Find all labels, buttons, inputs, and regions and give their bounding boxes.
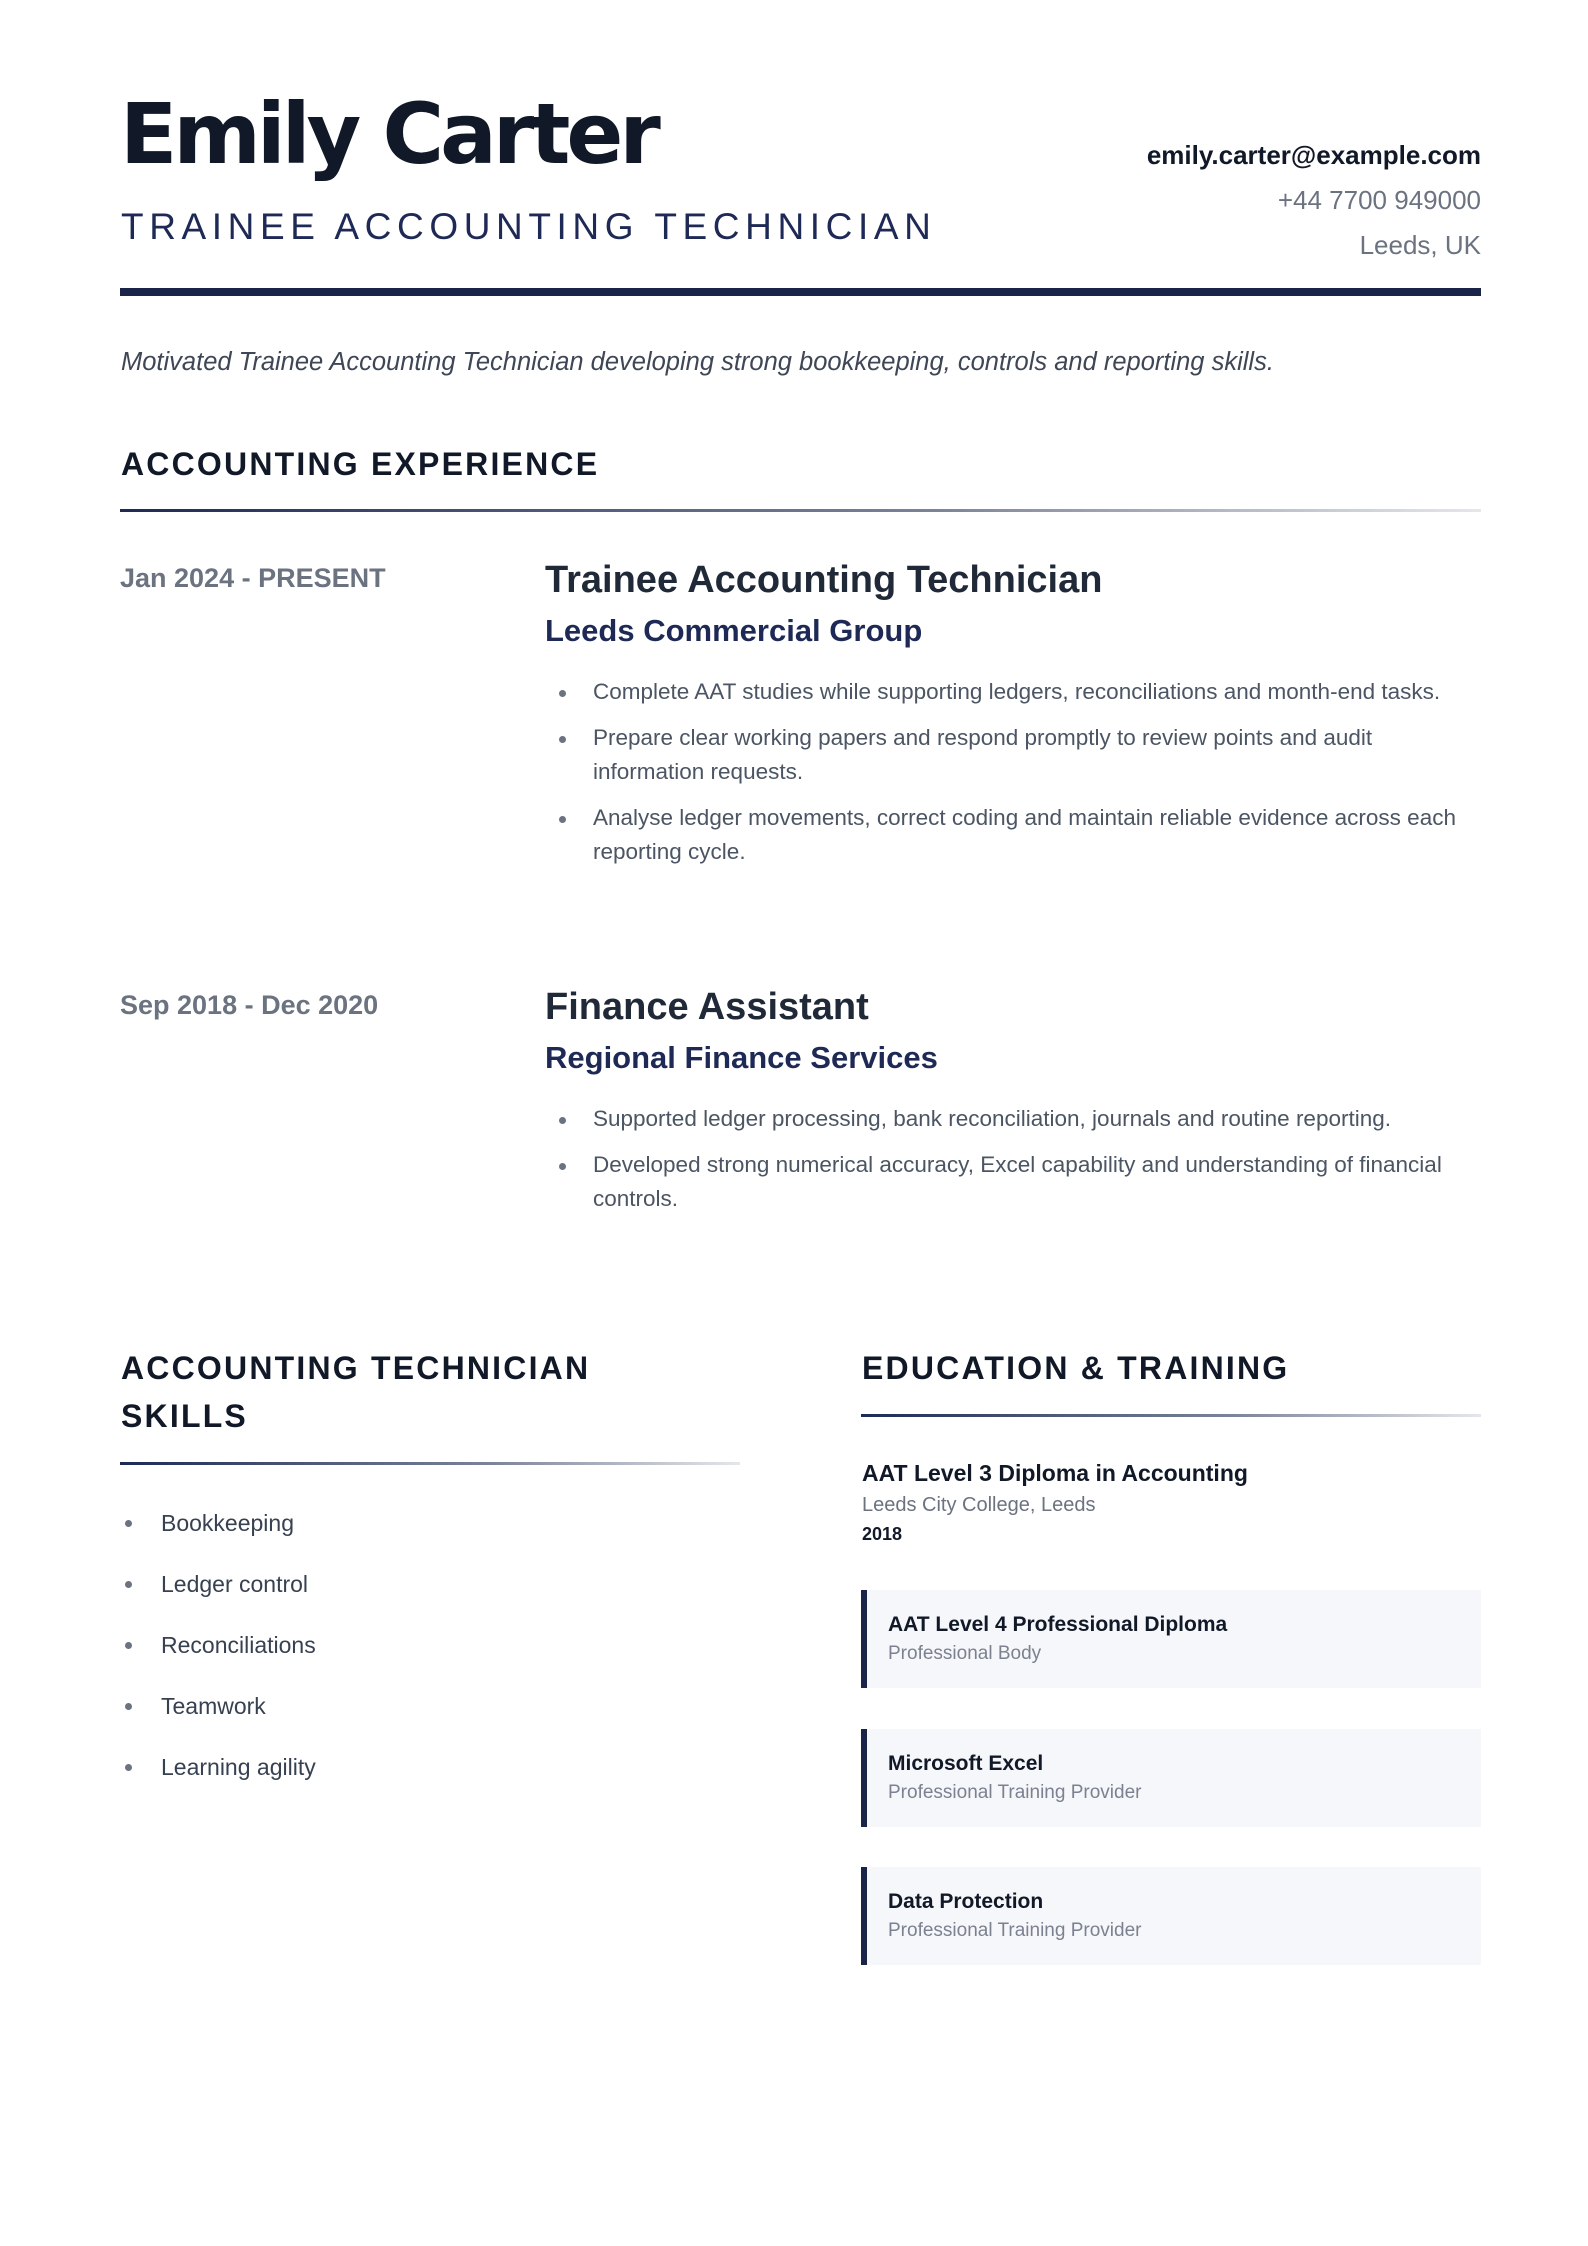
job-dates: Jan 2024 - PRESENT [120,563,386,593]
job-bullet: Supported ledger processing, bank reconciliation, journals and routine reporting. [545,1102,1481,1136]
education-title: AAT Level 3 Diploma in Accounting [862,1460,1248,1486]
skills-title-line: ACCOUNTING TECHNICIAN [121,1350,591,1386]
experience-section-rule [120,509,1481,512]
training-title: Data Protection [888,1890,1044,1913]
job-bullet: Prepare clear working papers and respond promptly to review points and audit information requests. [545,721,1481,789]
job-company: Regional Finance Services [545,1040,938,1075]
training-card [861,1867,1481,1965]
skill-item: Teamwork [120,1691,316,1752]
skill-item: Ledger control [120,1569,316,1630]
skills-list [120,1508,316,1813]
contact-block [1147,133,1481,268]
job-bullet: Complete AAT studies while supporting ledgers, reconciliations and month-end tasks. [545,675,1481,709]
job-company: Leeds Commercial Group [545,613,923,648]
job-bullet: Analyse ledger movements, correct coding and maintain reliable evidence across each reporting cycle. [545,801,1481,869]
training-provider: Professional Training Provider [888,1920,1142,1941]
job-title: Trainee Accounting Technician [545,559,1103,601]
education-year: 2018 [862,1524,903,1544]
training-title: Microsoft Excel [888,1752,1044,1775]
candidate-role: TRAINEE ACCOUNTING TECHNICIAN [121,206,937,247]
experience-section-title: ACCOUNTING EXPERIENCE [121,446,600,482]
education-entry [862,1458,1482,1546]
training-card [861,1729,1481,1827]
candidate-name: Emily Carter [120,85,657,183]
skill-item: Learning agility [120,1752,316,1813]
skill-item: Bookkeeping [120,1508,316,1569]
education-section-title: EDUCATION & TRAINING [862,1350,1290,1386]
profile-summary: Motivated Trainee Accounting Technician developing strong bookkeeping, controls and reporting skills. [121,348,1274,376]
skills-section-title [121,1344,590,1440]
header-divider [120,288,1481,296]
job-title: Finance Assistant [545,986,869,1028]
training-provider: Professional Body [888,1643,1042,1664]
job-bullets [545,675,1481,869]
contact-email[interactable]: emily.carter@example.com [1146,140,1481,170]
training-title: AAT Level 4 Professional Diploma [888,1613,1228,1636]
education-school: Leeds City College, Leeds [862,1494,1096,1516]
skills-section-rule [120,1462,740,1465]
contact-phone: +44 7700 949000 [1277,185,1481,215]
contact-location: Leeds, UK [1359,230,1481,260]
job-bullet: Developed strong numerical accuracy, Excel capability and understanding of financial controls. [545,1148,1481,1216]
education-section-rule [861,1414,1481,1417]
job-dates: Sep 2018 - Dec 2020 [120,990,379,1020]
skill-item: Reconciliations [120,1630,316,1691]
job-bullets [545,1102,1481,1216]
training-card [861,1590,1481,1688]
skills-title-line: SKILLS [121,1398,248,1434]
training-provider: Professional Training Provider [888,1782,1142,1803]
